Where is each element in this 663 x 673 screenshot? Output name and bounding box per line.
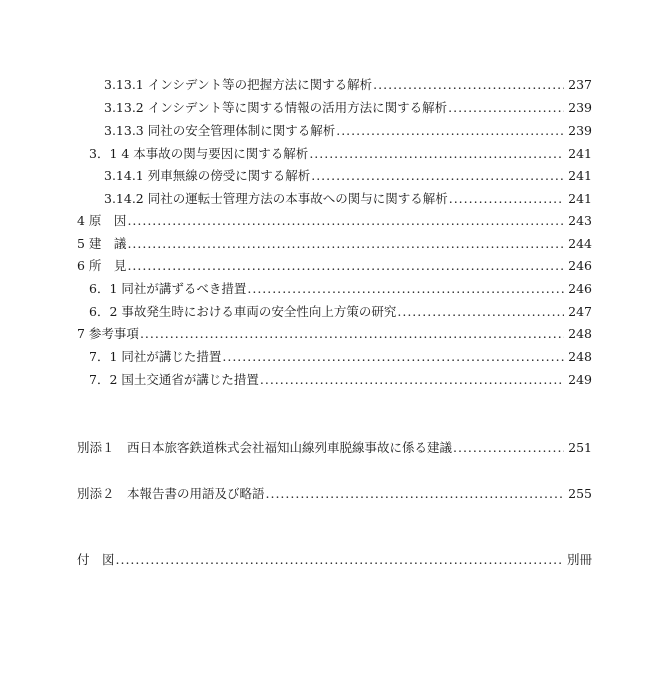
toc-page-number: 247 xyxy=(568,304,592,319)
toc-page-number: 255 xyxy=(568,486,592,501)
toc-dot-leader xyxy=(127,213,564,229)
toc-page-number: 249 xyxy=(568,372,592,387)
toc-entry-label: 3.13.1 インシデント等の把握方法に関する解析 xyxy=(104,77,373,92)
toc-page-number: 248 xyxy=(568,326,592,341)
toc-entry-label: 3.14.2 同社の運転士管理方法の本事故への関与に関する解析 xyxy=(104,191,448,206)
toc-entry[interactable] xyxy=(77,320,592,342)
appendix-label: 別添１ 西日本旅客鉄道株式会社福知山線列車脱線事故に係る建議 xyxy=(77,440,453,455)
toc-dot-leader xyxy=(311,168,564,184)
toc-dot-leader xyxy=(397,304,564,320)
toc-entry-label: 3.13.3 同社の安全管理体制に関する解析 xyxy=(104,123,336,138)
toc-entry[interactable] xyxy=(77,252,592,274)
toc-entry-label: 7 参考事項 xyxy=(77,326,139,341)
toc-entry-label: 3.14.1 列車無線の傍受に関する解析 xyxy=(104,168,311,183)
toc-page-number: 244 xyxy=(568,236,592,251)
toc-entry-label: 5 建 議 xyxy=(77,236,127,251)
toc-dot-leader xyxy=(116,552,563,568)
toc-entry-label: 7．2 国土交通省が講じた措置 xyxy=(89,372,259,387)
toc-dot-leader xyxy=(127,236,564,252)
toc-attached-figures[interactable] xyxy=(77,546,592,568)
toc-entry-label: 4 原 因 xyxy=(77,213,127,228)
toc-page-number: 248 xyxy=(568,349,592,364)
toc-dot-leader xyxy=(373,77,564,93)
attached-figures-label: 付 図 xyxy=(77,552,115,567)
toc-page-number: 243 xyxy=(568,213,592,228)
toc-dot-leader xyxy=(449,191,564,207)
toc-page-number: 246 xyxy=(568,281,592,296)
toc-page-number: 246 xyxy=(568,258,592,273)
toc-appendix-1[interactable] xyxy=(77,434,592,456)
toc-page-number: 237 xyxy=(568,77,592,92)
toc-page-number: 251 xyxy=(568,440,592,455)
toc-dot-leader xyxy=(247,281,564,297)
toc-page-number: 241 xyxy=(568,146,592,161)
toc-dot-leader xyxy=(448,100,564,116)
toc-dot-leader xyxy=(127,258,564,274)
toc-entry[interactable] xyxy=(77,230,592,252)
toc-entry[interactable] xyxy=(89,298,592,320)
toc-dot-leader xyxy=(309,146,564,162)
toc-entry[interactable] xyxy=(104,162,592,184)
toc-dot-leader xyxy=(266,486,565,502)
toc-page-number: 239 xyxy=(568,123,592,138)
toc-dot-leader xyxy=(140,326,564,342)
toc-entry[interactable] xyxy=(89,275,592,297)
toc-page-number: 239 xyxy=(568,100,592,115)
toc-entry-label: 6 所 見 xyxy=(77,258,127,273)
toc-dot-leader xyxy=(222,349,564,365)
toc-entry[interactable] xyxy=(104,71,592,93)
toc-entry[interactable] xyxy=(104,117,592,139)
toc-entry-label: 7．1 同社が講じた措置 xyxy=(89,349,222,364)
toc-dot-leader xyxy=(453,440,564,456)
toc-entry-label: 3．1 4 本事故の関与要因に関する解析 xyxy=(89,146,309,161)
toc-entry[interactable] xyxy=(89,343,592,365)
toc-page-number: 241 xyxy=(568,168,592,183)
toc-entry[interactable] xyxy=(104,94,592,116)
toc-appendix-2[interactable] xyxy=(77,480,592,502)
appendix-label: 別添２ 本報告書の用語及び略語 xyxy=(77,486,265,501)
toc-entry-label: 3.13.2 インシデント等に関する情報の活用方法に関する解析 xyxy=(104,100,448,115)
toc-entry[interactable] xyxy=(77,207,592,229)
toc-dot-leader xyxy=(336,123,564,139)
toc-entry[interactable] xyxy=(89,366,592,388)
toc-entry-label: 6．1 同社が講ずるべき措置 xyxy=(89,281,247,296)
toc-entry-label: 6．2 事故発生時における車両の安全性向上方策の研究 xyxy=(89,304,397,319)
toc-dot-leader xyxy=(260,372,564,388)
toc-entry[interactable] xyxy=(89,140,592,162)
toc-page-number: 241 xyxy=(568,191,592,206)
separate-volume-label: 別冊 xyxy=(566,552,592,567)
toc-entry[interactable] xyxy=(104,185,592,207)
